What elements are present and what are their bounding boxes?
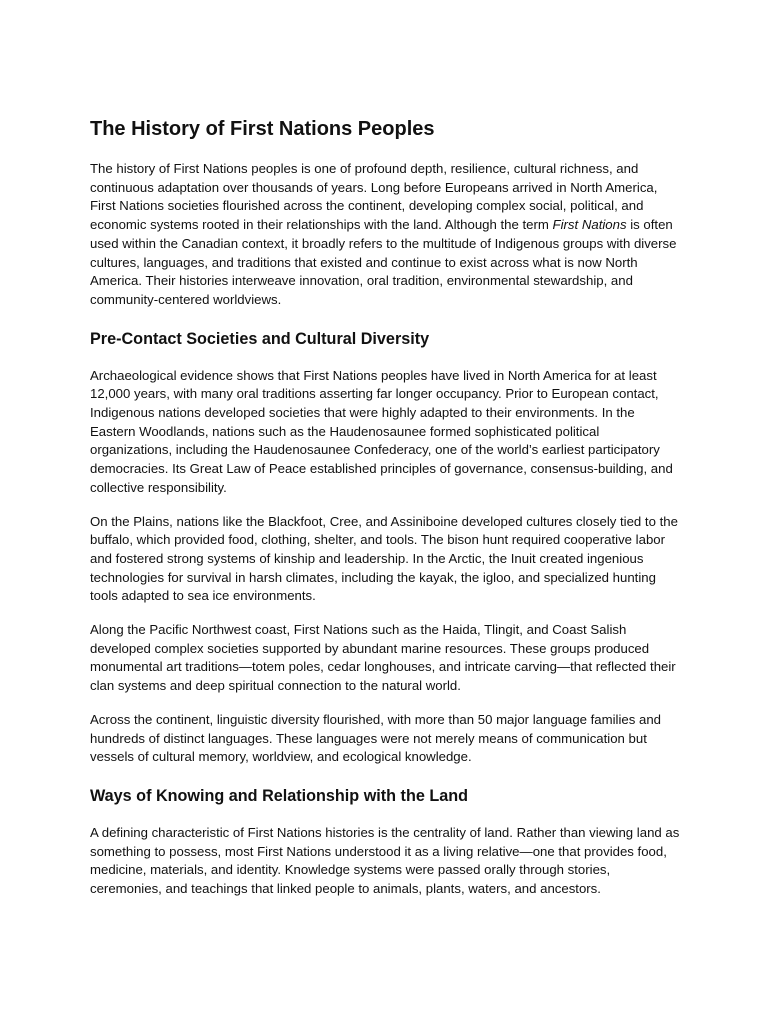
intro-text-part1: The history of First Nations peoples is one of profound depth, resilience, cultural richness, and continuous adaptation over thousands of years. Long before Europeans arrived in North America, First Nations societies flourished across the continent, developing complex social, political, and economic systems rooted in their relationships with the land. Although the term (90, 161, 658, 233)
section-heading-ways-of-knowing: Ways of Knowing and Relationship with the Land (90, 786, 469, 805)
intro-paragraph (90, 160, 682, 310)
intro-text-part2: is often used within the Canadian context, it broadly refers to the multitude of Indigenous groups with diverse cultures, languages, and traditions that existed and continue to exist across what is now North America. Their histories interweave innovation, oral tradition, environmental stewardship, and community-centered worldviews. (90, 217, 677, 307)
section-heading-pre-contact: Pre-Contact Societies and Cultural Diversity (90, 329, 430, 348)
document-title: The History of First Nations Peoples (90, 118, 435, 140)
intro-emphasis: First Nations (552, 217, 627, 233)
section-paragraph: On the Plains, nations like the Blackfoot, Cree, and Assiniboine developed cultures closely tied to the buffalo, which provided food, clothing, shelter, and tools. The bison hunt required cooperative labor and fostered strong systems of kinship and leadership. In the Arctic, the Inuit created ingenious technologies for survival in harsh climates, including the kayak, the igloo, and specialized hunting tools adapted to sea ice environments. (90, 513, 678, 604)
section-paragraph: Archaeological evidence shows that First Nations peoples have lived in North America for at least 12,000 years, with many oral traditions asserting far longer occupancy. Prior to European contact, Indigenous nations developed societies that were highly adapted to their environments. In the Eastern Woodlands, nations such as the Haudenosaunee formed sophisticated political organizations, including the Haudenosaunee Confederacy, one of the world’s earliest participatory democracies. Its Great Law of Peace established principles of governance, consensus-building, and collective responsibility. (90, 367, 673, 495)
document-page (90, 116, 682, 914)
section-paragraph: Across the continent, linguistic diversity flourished, with more than 50 major language families and hundreds of distinct languages. These languages were not merely means of communication but vessels of cultural memory, worldview, and ecological knowledge. (90, 711, 662, 765)
section-paragraph: A defining characteristic of First Nations histories is the centrality of land. Rather than viewing land as something to possess, most First Nations understood it as a living relative—one that provides food, medicine, materials, and identity. Knowledge systems were passed orally through stories, ceremonies, and teachings that linked people to animals, plants, waters, and ancestors. (90, 824, 680, 897)
section-paragraph: Along the Pacific Northwest coast, First Nations such as the Haida, Tlingit, and Coast Salish developed complex societies supported by abundant marine resources. These groups produced monumental art traditions—totem poles, cedar longhouses, and intricate carving—that reflected their clan systems and deep spiritual connection to the natural world. (90, 622, 676, 694)
